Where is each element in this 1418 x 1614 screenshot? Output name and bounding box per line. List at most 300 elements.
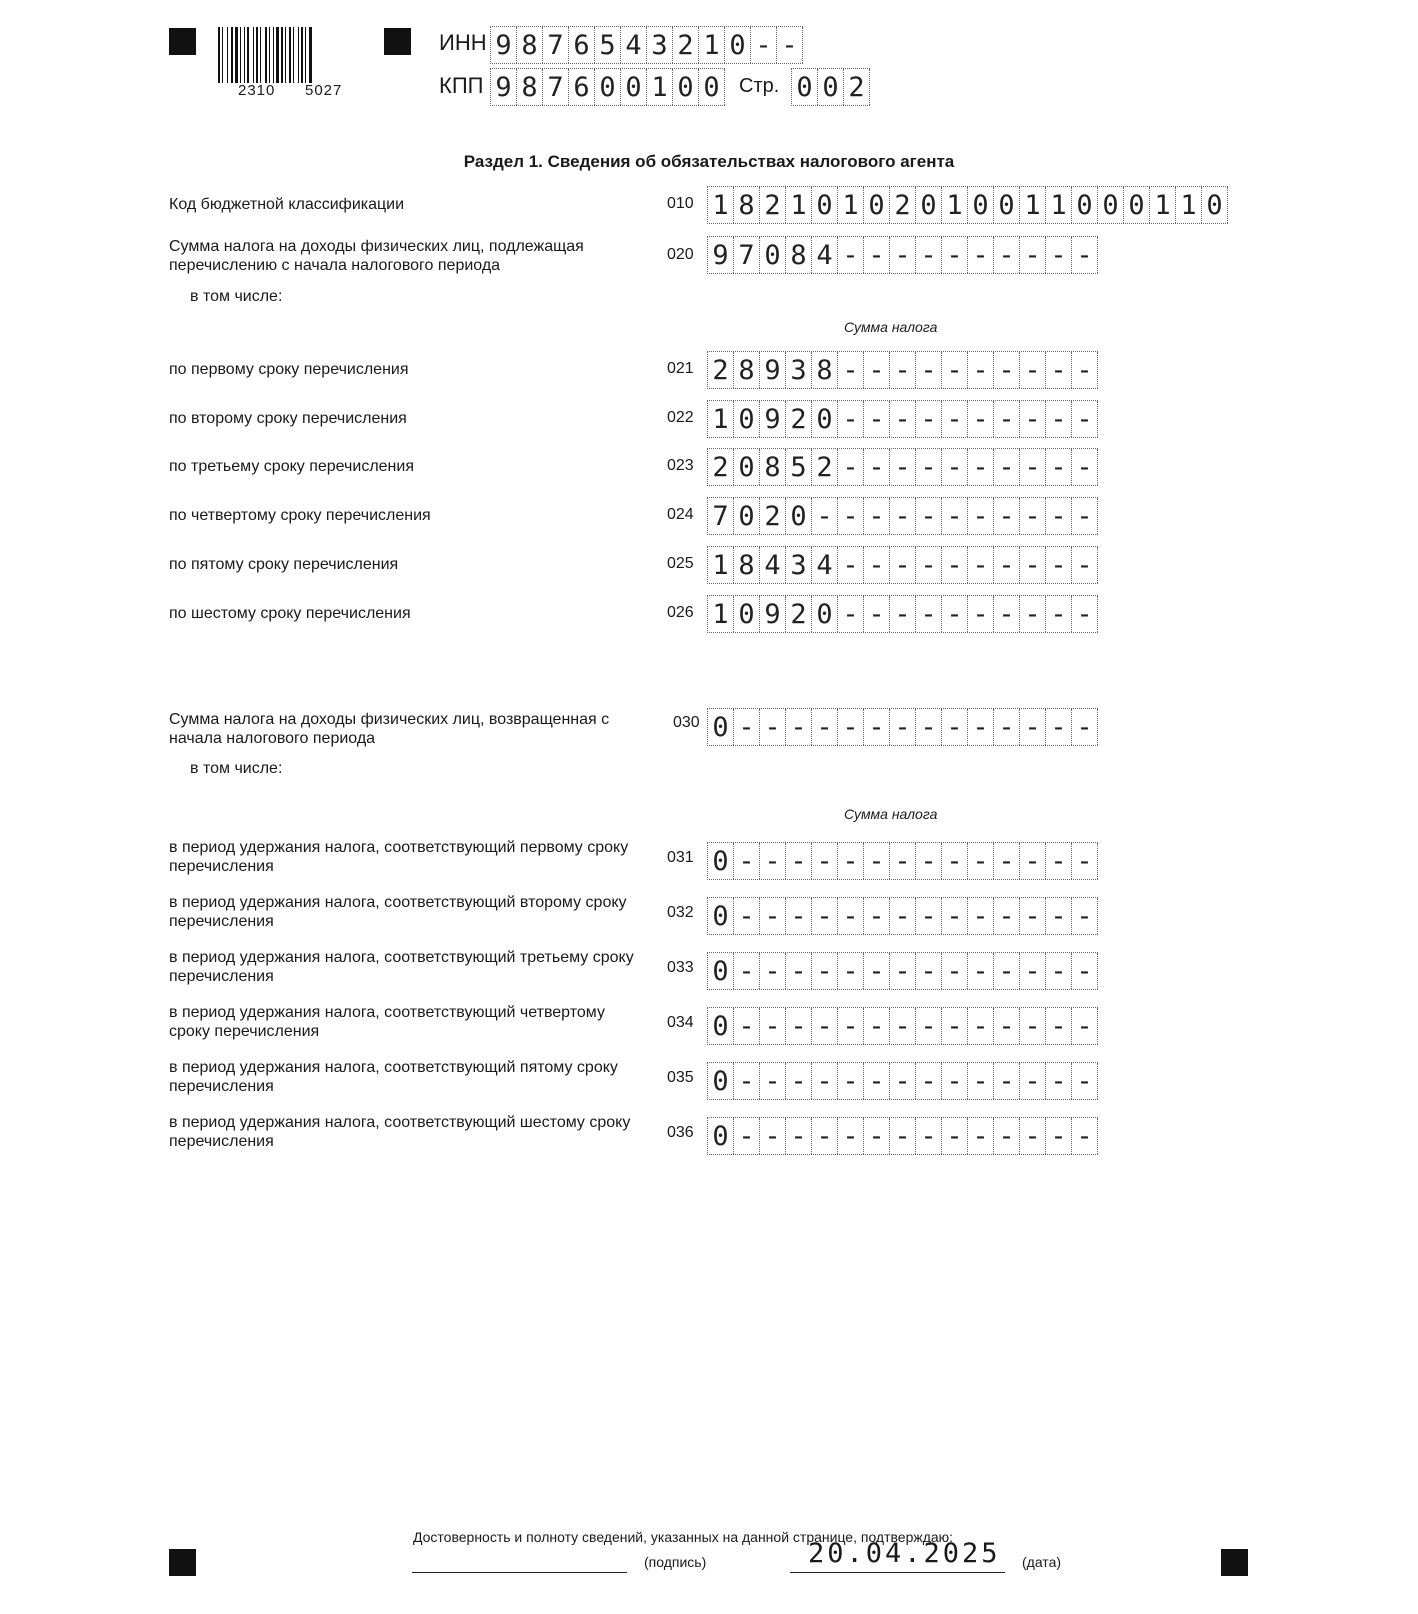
date-line	[790, 1570, 1005, 1573]
field-cell: -	[968, 449, 994, 485]
field-cell: -	[994, 1118, 1020, 1154]
tax-due-row-label: по четвертому сроку перечисления	[169, 507, 431, 524]
page-number-field[interactable]	[791, 68, 870, 106]
field-cell: -	[890, 843, 916, 879]
field-cell: -	[890, 352, 916, 388]
field-cell: -	[890, 498, 916, 534]
corner-marker-bottom-left	[169, 1549, 196, 1576]
tax-due-row-label: по первому сроку перечисления	[169, 361, 409, 378]
field-cell: -	[786, 953, 812, 989]
field-cell: -	[890, 547, 916, 583]
field-cell: -	[812, 498, 838, 534]
field-cell: -	[1046, 498, 1072, 534]
barcode-bar	[247, 27, 249, 83]
field-cell: -	[1046, 898, 1072, 934]
field-cell: -	[838, 898, 864, 934]
corner-marker-top-right	[384, 28, 411, 55]
field-cell: -	[1020, 898, 1046, 934]
tax-due-row-label: по второму сроку перечисления	[169, 410, 407, 427]
corner-marker-top-left	[169, 28, 196, 55]
field-cell: -	[838, 352, 864, 388]
field-cell: -	[838, 953, 864, 989]
field-cell: -	[864, 1063, 890, 1099]
tax-returned-row-code: 035	[667, 1069, 694, 1086]
tax-returned-row-label: в период удержания налога, соответствующий третьему сроку перечисления	[169, 949, 634, 985]
field-cell: -	[1072, 953, 1098, 989]
field-cell: 1	[708, 187, 734, 223]
field-cell: -	[942, 596, 968, 632]
field-cell: -	[1046, 1008, 1072, 1044]
barcode-bar	[276, 27, 279, 83]
field-cell: -	[890, 1063, 916, 1099]
field-cell: -	[994, 1008, 1020, 1044]
field-cell: -	[942, 898, 968, 934]
field-cell: -	[838, 237, 864, 273]
field-cell: -	[1020, 498, 1046, 534]
kbk-code: 010	[667, 195, 694, 212]
field-cell: 7	[543, 69, 569, 105]
field-cell: 0	[673, 69, 699, 105]
field-cell: -	[786, 709, 812, 745]
field-cell: 2	[673, 27, 699, 63]
field-cell: -	[838, 498, 864, 534]
field-cell: -	[734, 843, 760, 879]
field-cell: -	[838, 1008, 864, 1044]
field-cell: 2	[760, 187, 786, 223]
tax-due-row-code: 026	[667, 604, 694, 621]
field-cell: -	[1072, 596, 1098, 632]
tax-returned-row-code: 033	[667, 959, 694, 976]
field-cell: 3	[786, 352, 812, 388]
field-cell: 2	[844, 69, 870, 105]
section-title: Раздел 1. Сведения об обязательствах налогового агента	[463, 152, 955, 171]
field-cell: -	[1072, 1118, 1098, 1154]
field-cell: 8	[734, 547, 760, 583]
field-cell: -	[916, 898, 942, 934]
field-cell: 3	[786, 547, 812, 583]
field-cell: -	[760, 1118, 786, 1154]
kpp-field[interactable]	[490, 68, 725, 106]
field-cell: 0	[699, 69, 725, 105]
field-cell: -	[786, 1008, 812, 1044]
field-cell: -	[968, 498, 994, 534]
field-cell: -	[1020, 709, 1046, 745]
field-cell: 0	[708, 898, 734, 934]
field-cell: -	[942, 843, 968, 879]
field-cell: -	[890, 401, 916, 437]
field-cell: -	[786, 843, 812, 879]
field-cell: -	[1020, 1063, 1046, 1099]
signature-line[interactable]	[412, 1560, 627, 1573]
field-cell: -	[968, 709, 994, 745]
field-cell: -	[864, 1118, 890, 1154]
kbk-label: Код бюджетной классификации	[169, 196, 405, 213]
field-cell: -	[1046, 352, 1072, 388]
field-cell: -	[942, 449, 968, 485]
field-cell: 8	[760, 449, 786, 485]
field-cell: 0	[1072, 187, 1098, 223]
field-cell: 0	[818, 69, 844, 105]
barcode	[218, 27, 362, 83]
tax-due-row-field[interactable]	[707, 595, 1098, 633]
field-cell: -	[838, 709, 864, 745]
tax-due-row-field[interactable]	[707, 400, 1098, 438]
tax-due-row-code: 022	[667, 409, 694, 426]
field-cell: 0	[734, 401, 760, 437]
field-cell: -	[864, 898, 890, 934]
field-cell: -	[1046, 1063, 1072, 1099]
barcode-bar	[281, 27, 283, 83]
field-cell: -	[777, 27, 803, 63]
field-cell: -	[838, 547, 864, 583]
field-cell: -	[890, 1008, 916, 1044]
field-cell: -	[916, 401, 942, 437]
field-cell: -	[1072, 843, 1098, 879]
field-cell: -	[838, 449, 864, 485]
tax-returned-row-label: в период удержания налога, соответствующий пятому сроку перечисления	[169, 1059, 618, 1095]
date-label: (дата)	[1022, 1554, 1062, 1570]
field-cell: 0	[725, 27, 751, 63]
field-cell: 7	[708, 498, 734, 534]
barcode-bar	[240, 27, 241, 83]
field-cell: -	[864, 709, 890, 745]
field-cell: -	[864, 449, 890, 485]
tax-returned-incl-label: в том числе:	[190, 760, 283, 777]
field-cell: 0	[708, 953, 734, 989]
barcode-bar	[231, 27, 233, 83]
field-cell: -	[864, 843, 890, 879]
barcode-bar	[269, 27, 270, 83]
field-cell: 7	[734, 237, 760, 273]
field-cell: 9	[760, 401, 786, 437]
tax-due-field[interactable]	[707, 236, 1098, 274]
field-cell: 0	[734, 449, 760, 485]
field-cell: -	[812, 709, 838, 745]
field-cell: -	[968, 237, 994, 273]
inn-label: ИНН	[439, 30, 487, 55]
tax-returned-row-field[interactable]	[707, 842, 1098, 880]
barcode-bar	[298, 27, 299, 83]
field-cell: -	[864, 401, 890, 437]
field-cell: 0	[812, 401, 838, 437]
barcode-graphic	[218, 27, 362, 83]
field-cell: -	[1046, 449, 1072, 485]
barcode-bar	[309, 27, 312, 83]
field-cell: 0	[708, 843, 734, 879]
field-cell: -	[994, 953, 1020, 989]
field-cell: -	[1020, 596, 1046, 632]
barcode-bar	[289, 27, 291, 83]
field-cell: -	[968, 596, 994, 632]
field-cell: -	[760, 953, 786, 989]
field-cell: -	[968, 1063, 994, 1099]
field-cell: -	[1072, 1063, 1098, 1099]
tax-due-row-field[interactable]	[707, 448, 1098, 486]
field-cell: -	[760, 709, 786, 745]
field-cell: -	[994, 843, 1020, 879]
tax-due-row-label: по шестому сроку перечисления	[169, 605, 411, 622]
kbk-field[interactable]	[707, 186, 1228, 224]
field-cell: -	[968, 898, 994, 934]
field-cell: 1	[1176, 187, 1202, 223]
kpp-label: КПП	[439, 73, 484, 98]
field-cell: 0	[864, 187, 890, 223]
tax-due-row-field[interactable]	[707, 546, 1098, 584]
field-cell: -	[1072, 237, 1098, 273]
field-cell: 0	[786, 498, 812, 534]
field-cell: -	[1020, 352, 1046, 388]
field-cell: 3	[647, 27, 673, 63]
field-cell: 2	[786, 596, 812, 632]
field-cell: 0	[968, 187, 994, 223]
field-cell: -	[734, 1063, 760, 1099]
field-cell: -	[760, 1063, 786, 1099]
field-cell: -	[1020, 401, 1046, 437]
field-cell: -	[994, 898, 1020, 934]
field-cell: 8	[786, 237, 812, 273]
barcode-bar	[244, 27, 245, 83]
tax-returned-row-field[interactable]	[707, 897, 1098, 935]
field-cell: 9	[491, 27, 517, 63]
field-cell: -	[968, 1008, 994, 1044]
field-cell: -	[994, 401, 1020, 437]
barcode-number-right: 5027	[305, 82, 343, 99]
barcode-bar	[222, 27, 223, 83]
tax-returned-code: 030	[673, 714, 700, 731]
field-cell: 1	[1020, 187, 1046, 223]
field-cell: -	[812, 843, 838, 879]
field-cell: 8	[734, 187, 760, 223]
confirm-text: Достоверность и полноту сведений, указанных на данной странице, подтверждаю:	[413, 1529, 954, 1545]
field-cell: -	[864, 498, 890, 534]
field-cell: 9	[708, 237, 734, 273]
field-cell: 4	[812, 547, 838, 583]
tax-due-row-code: 024	[667, 506, 694, 523]
field-cell: -	[734, 953, 760, 989]
field-cell: -	[916, 1008, 942, 1044]
field-cell: -	[864, 547, 890, 583]
field-cell: 1	[942, 187, 968, 223]
field-cell: 0	[708, 1063, 734, 1099]
tax-due-row-label: по третьему сроку перечисления	[169, 458, 414, 475]
field-cell: 2	[812, 449, 838, 485]
field-cell: -	[1046, 596, 1072, 632]
field-cell: -	[994, 1063, 1020, 1099]
field-cell: -	[994, 498, 1020, 534]
field-cell: -	[1046, 237, 1072, 273]
field-cell: 8	[734, 352, 760, 388]
field-cell: -	[916, 237, 942, 273]
field-cell: 1	[1046, 187, 1072, 223]
field-cell: -	[734, 1118, 760, 1154]
field-cell: -	[916, 843, 942, 879]
barcode-bar	[305, 27, 306, 83]
field-cell: -	[812, 1063, 838, 1099]
field-cell: -	[1046, 547, 1072, 583]
tax-returned-row-code: 034	[667, 1014, 694, 1031]
field-cell: -	[1046, 953, 1072, 989]
tax-returned-row-field[interactable]	[707, 1007, 1098, 1045]
field-cell: 1	[699, 27, 725, 63]
field-cell: 7	[543, 27, 569, 63]
tax-returned-field[interactable]	[707, 708, 1098, 746]
tax-due-label: Сумма налога на доходы физических лиц, подлежащая перечислению с начала налогового периода	[169, 238, 584, 274]
field-cell: -	[890, 953, 916, 989]
field-cell: -	[1020, 843, 1046, 879]
field-cell: -	[838, 1118, 864, 1154]
field-cell: -	[864, 352, 890, 388]
field-cell: -	[1046, 1118, 1072, 1154]
field-cell: -	[838, 1063, 864, 1099]
field-cell: -	[890, 898, 916, 934]
field-cell: 2	[786, 401, 812, 437]
field-cell: -	[1020, 449, 1046, 485]
field-cell: 0	[595, 69, 621, 105]
tax-returned-column-header: Сумма налога	[844, 806, 938, 822]
field-cell: -	[1072, 547, 1098, 583]
tax-returned-row-label: в период удержания налога, соответствующий четвертому сроку перечисления	[169, 1004, 605, 1040]
tax-due-code: 020	[667, 246, 694, 263]
field-cell: -	[916, 709, 942, 745]
field-cell: 5	[786, 449, 812, 485]
field-cell: 6	[569, 69, 595, 105]
field-cell: -	[786, 898, 812, 934]
field-cell: 0	[708, 1008, 734, 1044]
tax-returned-row-label: в период удержания налога, соответствующий второму сроку перечисления	[169, 894, 627, 930]
tax-due-row-field[interactable]	[707, 351, 1098, 389]
field-cell: -	[838, 596, 864, 632]
barcode-bar	[227, 27, 228, 83]
field-cell: 1	[838, 187, 864, 223]
field-cell: -	[916, 547, 942, 583]
barcode-number-left: 2310	[238, 82, 276, 99]
field-cell: 4	[621, 27, 647, 63]
signature-label: (подпись)	[644, 1554, 707, 1570]
field-cell: -	[994, 596, 1020, 632]
field-cell: 4	[812, 237, 838, 273]
field-cell: -	[942, 1118, 968, 1154]
tax-returned-label: Сумма налога на доходы физических лиц, возвращенная с начала налогового периода	[169, 711, 610, 747]
field-cell: 6	[569, 27, 595, 63]
field-cell: -	[942, 1063, 968, 1099]
tax-returned-row-field[interactable]	[707, 952, 1098, 990]
field-cell: -	[734, 1008, 760, 1044]
tax-returned-row-label: в период удержания налога, соответствующий шестому сроку перечисления	[169, 1114, 631, 1150]
field-cell: 0	[812, 596, 838, 632]
field-cell: 4	[760, 547, 786, 583]
field-cell: -	[968, 352, 994, 388]
tax-returned-row-label: в период удержания налога, соответствующий первому сроку перечисления	[169, 839, 629, 875]
field-cell: -	[760, 898, 786, 934]
field-cell: -	[760, 843, 786, 879]
field-cell: 0	[916, 187, 942, 223]
field-cell: 1	[1150, 187, 1176, 223]
field-cell: -	[1046, 401, 1072, 437]
field-cell: -	[994, 449, 1020, 485]
barcode-bar	[218, 27, 220, 83]
tax-due-row-label: по пятому сроку перечисления	[169, 556, 399, 573]
page-label: Стр.	[739, 75, 780, 97]
field-cell: -	[968, 547, 994, 583]
field-cell: 9	[491, 69, 517, 105]
field-cell: -	[890, 237, 916, 273]
field-cell: -	[1072, 709, 1098, 745]
field-cell: -	[786, 1063, 812, 1099]
barcode-bar	[253, 27, 254, 83]
field-cell: 1	[708, 401, 734, 437]
field-cell: 8	[517, 27, 543, 63]
field-cell: -	[916, 953, 942, 989]
field-cell: 0	[1098, 187, 1124, 223]
field-cell: 5	[595, 27, 621, 63]
field-cell: -	[942, 953, 968, 989]
field-cell: 8	[812, 352, 838, 388]
tax-due-incl-label: в том числе:	[190, 288, 283, 305]
field-cell: 0	[708, 709, 734, 745]
barcode-bar	[260, 27, 261, 83]
field-cell: 0	[734, 596, 760, 632]
field-cell: 9	[760, 596, 786, 632]
field-cell: -	[942, 498, 968, 534]
field-cell: -	[751, 27, 777, 63]
field-cell: 1	[708, 547, 734, 583]
tax-due-row-code: 023	[667, 457, 694, 474]
field-cell: -	[1020, 1008, 1046, 1044]
tax-returned-row-field[interactable]	[707, 1117, 1098, 1155]
barcode-bar	[293, 27, 294, 83]
field-cell: -	[864, 237, 890, 273]
inn-field[interactable]	[490, 26, 803, 64]
field-cell: -	[1072, 498, 1098, 534]
barcode-bar	[301, 27, 303, 83]
tax-due-row-field[interactable]	[707, 497, 1098, 535]
field-cell: 0	[812, 187, 838, 223]
field-cell: -	[916, 449, 942, 485]
field-cell: -	[864, 953, 890, 989]
field-cell: -	[968, 1118, 994, 1154]
field-cell: -	[1072, 898, 1098, 934]
tax-returned-row-code: 036	[667, 1124, 694, 1141]
field-cell: 2	[890, 187, 916, 223]
field-cell: 0	[621, 69, 647, 105]
field-cell: 0	[760, 237, 786, 273]
field-cell: -	[968, 953, 994, 989]
tax-returned-row-field[interactable]	[707, 1062, 1098, 1100]
field-cell: -	[1072, 352, 1098, 388]
field-cell: -	[890, 596, 916, 632]
field-cell: -	[760, 1008, 786, 1044]
field-cell: -	[1020, 953, 1046, 989]
field-cell: 2	[760, 498, 786, 534]
field-cell: 0	[708, 1118, 734, 1154]
field-cell: -	[916, 498, 942, 534]
barcode-bar	[265, 27, 267, 83]
field-cell: -	[1020, 547, 1046, 583]
field-cell: 1	[708, 596, 734, 632]
field-cell: -	[734, 709, 760, 745]
field-cell: -	[994, 547, 1020, 583]
field-cell: -	[734, 898, 760, 934]
tax-due-column-header: Сумма налога	[844, 319, 938, 335]
field-cell: 1	[786, 187, 812, 223]
field-cell: -	[1046, 709, 1072, 745]
barcode-bar	[235, 27, 238, 83]
field-cell: -	[916, 1118, 942, 1154]
field-cell: 0	[734, 498, 760, 534]
barcode-bar	[285, 27, 286, 83]
field-cell: -	[838, 401, 864, 437]
date-value[interactable]: 20.04.2025	[808, 1538, 1001, 1569]
